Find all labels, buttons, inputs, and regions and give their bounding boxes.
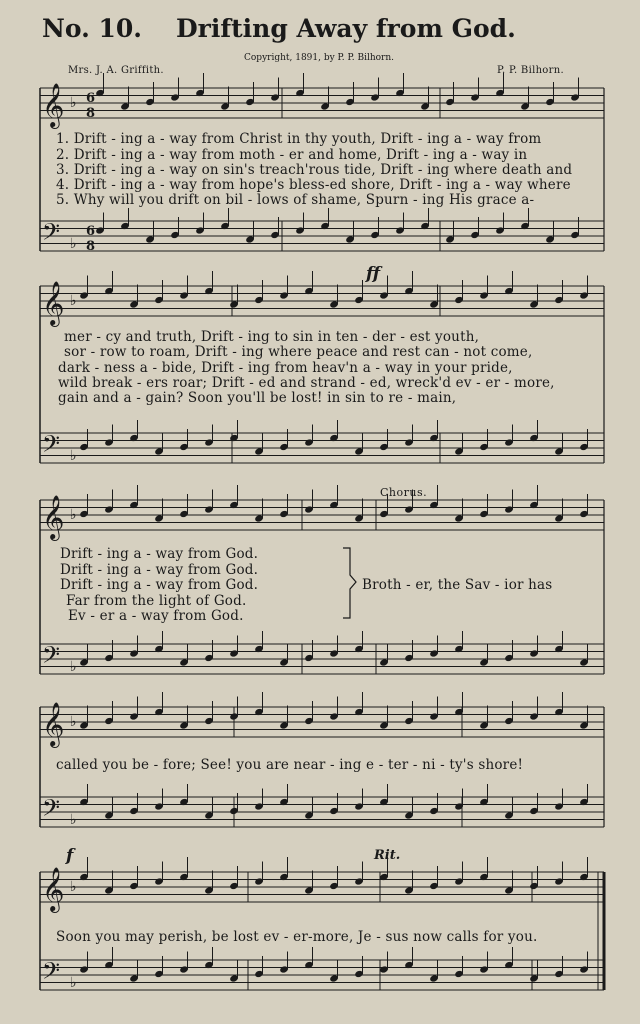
hymn-number: No. 10. — [42, 14, 142, 43]
svg-text:6: 6 — [86, 224, 96, 239]
lyric-line: dark - ness a - bide, Drift - ing from heav'n a - way in your pride, — [58, 360, 513, 376]
lyric-line: Ev - er a - way from God. — [68, 608, 244, 624]
svg-text:𝄢: 𝄢 — [42, 794, 61, 827]
lyric-line: Drift - ing a - way from God. — [60, 546, 259, 562]
svg-text:♭: ♭ — [70, 448, 77, 464]
lyric-line: Far from the light of God. — [66, 593, 247, 609]
svg-text:♭: ♭ — [70, 879, 77, 895]
lyric-line: Soon you may perish, be lost ev - er-more, Je - sus now calls for you. — [56, 929, 538, 945]
svg-text:𝄞: 𝄞 — [42, 702, 65, 746]
svg-text:6: 6 — [86, 91, 96, 106]
svg-text:♭: ♭ — [70, 507, 77, 523]
tempo-marking: Rit. — [374, 848, 401, 863]
svg-text:♭: ♭ — [70, 95, 77, 111]
lyric-line: wild break - ers roar; Drift - ed and strand - ed, wreck'd ev - er - more, — [58, 375, 555, 391]
svg-text:𝄞: 𝄞 — [42, 83, 65, 127]
svg-text:𝄢: 𝄢 — [42, 957, 61, 990]
composer-credit: P. P. Bilhorn. — [497, 65, 564, 76]
dynamic-marking: ff — [366, 264, 381, 284]
lyric-line: 3. Drift - ing a - way on sin's treach'rous tide, Drift - ing where death and — [56, 162, 573, 178]
svg-text:♭: ♭ — [70, 236, 77, 252]
lyric-line: mer - cy and truth, Drift - ing to sin in ten - der - est youth, — [64, 329, 480, 345]
lyric-line: 4. Drift - ing a - way from hope's bless-ed shore, Drift - ing a - way where — [56, 177, 571, 193]
svg-text:𝄢: 𝄢 — [42, 430, 61, 463]
lyric-line: 5. Why will you drift on bil - lows of shame, Spurn - ing His grace a- — [56, 192, 535, 208]
svg-text:♭: ♭ — [70, 812, 77, 828]
svg-text:𝄞: 𝄞 — [42, 281, 65, 325]
lyric-line: sor - row to roam, Drift - ing where peace and rest can - not come, — [64, 344, 533, 360]
svg-text:8: 8 — [86, 106, 96, 121]
svg-text:♭: ♭ — [70, 714, 77, 730]
lyric-line: called you be - fore; See! you are near - ing e - ter - ni - ty's shore! — [56, 757, 524, 773]
lyric-line: 1. Drift - ing a - way from Christ in thy youth, Drift - ing a - way from — [56, 131, 542, 147]
copyright-notice: Copyright, 1891, by P. P. Bilhorn. — [244, 53, 395, 63]
lyric-line: Drift - ing a - way from God. — [60, 577, 259, 593]
svg-text:♭: ♭ — [70, 659, 77, 675]
svg-text:8: 8 — [86, 239, 96, 254]
dynamic-marking: f — [66, 846, 74, 866]
svg-text:♭: ♭ — [70, 975, 77, 991]
svg-text:𝄢: 𝄢 — [42, 218, 61, 251]
hymn-title: Drifting Away from God. — [176, 14, 516, 43]
lyric-line: Drift - ing a - way from God. — [60, 562, 259, 578]
chorus-label: Chorus. — [380, 486, 428, 499]
svg-text:𝄞: 𝄞 — [42, 495, 65, 539]
svg-text:♭: ♭ — [70, 293, 77, 309]
chorus-lyric: Broth - er, the Sav - ior has — [362, 577, 553, 593]
svg-text:𝄢: 𝄢 — [42, 641, 61, 674]
lyric-line: gain and a - gain? Soon you'll be lost! in sin to re - main, — [58, 390, 457, 406]
lyric-line: 2. Drift - ing a - way from moth - er and home, Drift - ing a - way in — [56, 147, 528, 163]
svg-text:𝄞: 𝄞 — [42, 867, 65, 911]
author-credit: Mrs. J. A. Griffith. — [68, 65, 164, 76]
